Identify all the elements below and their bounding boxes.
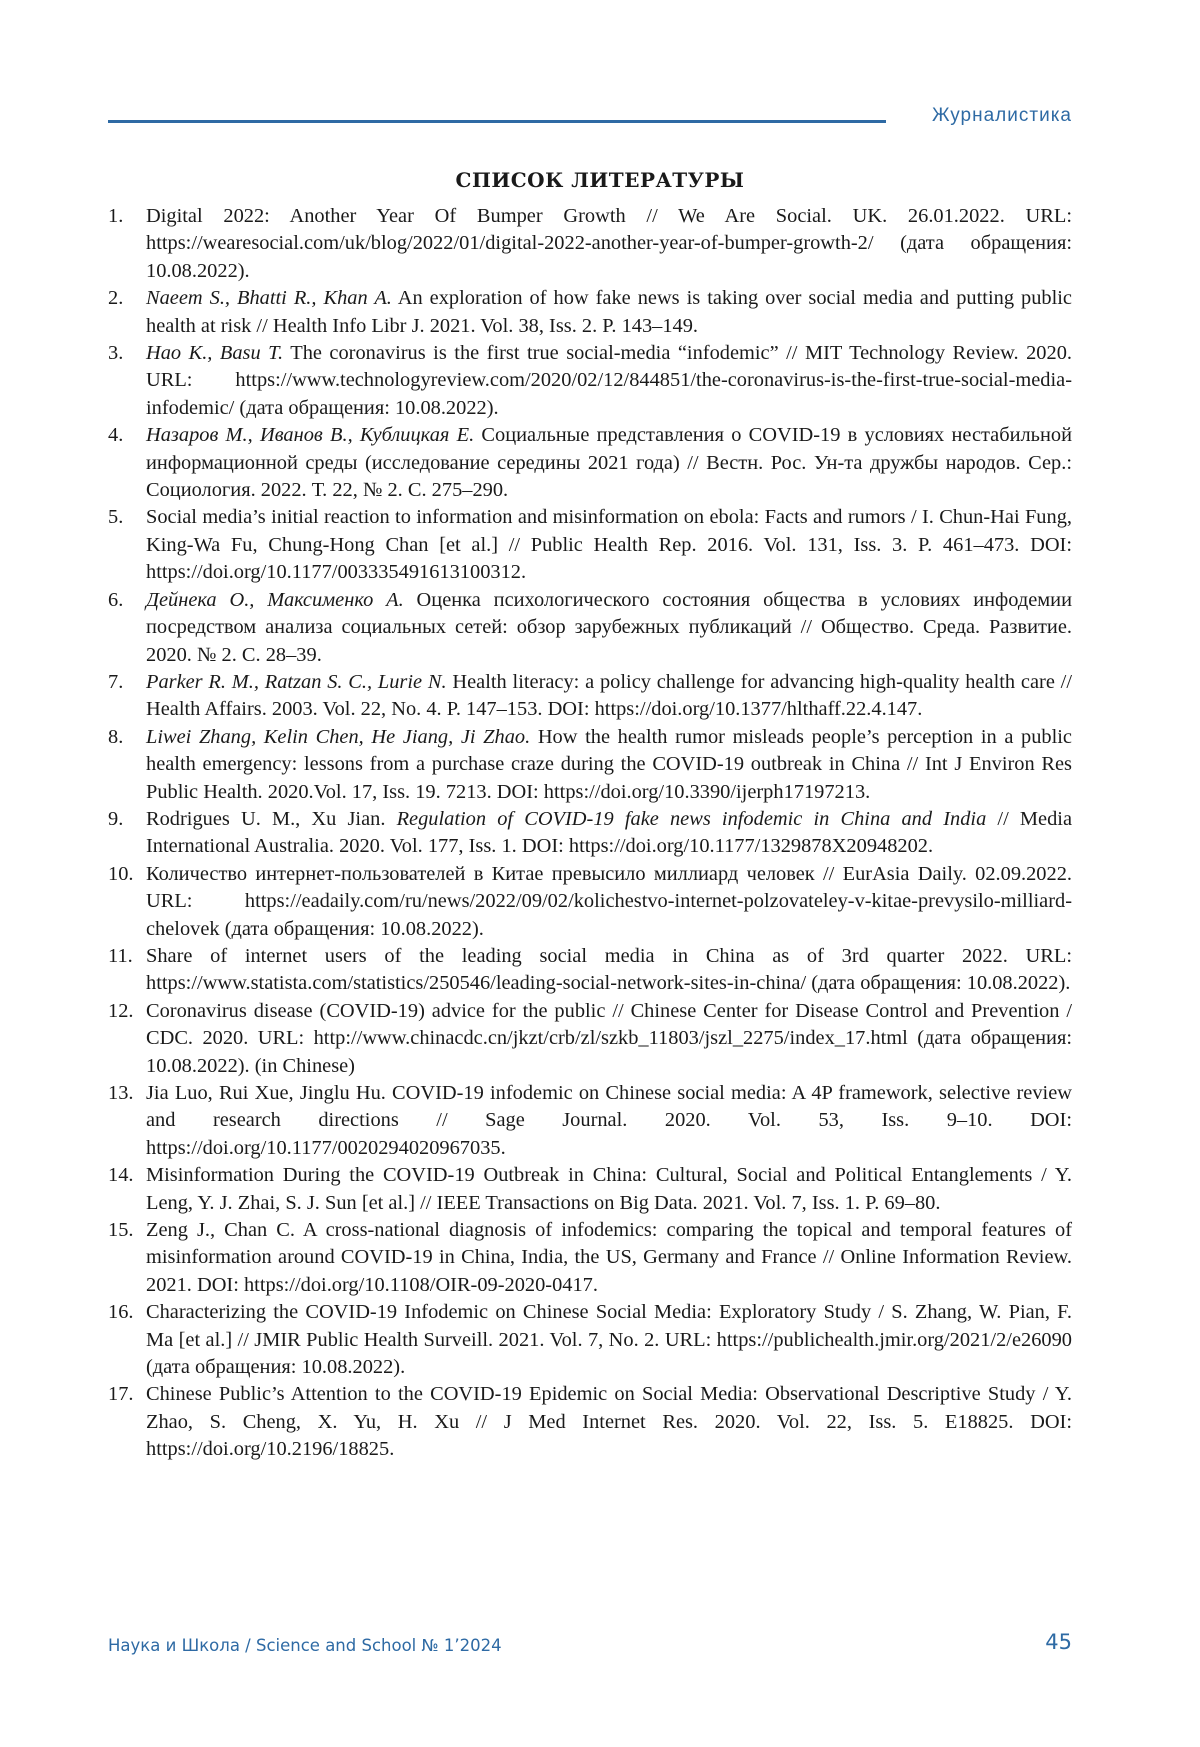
reference-item: [108, 806, 1072, 861]
reference-text: How the health rumor misleads people’s perception in a public health emergency: lessons from a purchase craze during the COVID-19 outbreak in China // Int J Environ Res Public Health. 2020.Vol. 17, Iss. 19. 7213. DOI: https://doi.org/10.3390/ijerph17197213.: [146, 725, 1072, 803]
reference-number: 5.: [108, 506, 124, 529]
reference-authors: Naeem S., Bhatti R., Khan A.: [146, 287, 392, 310]
reference-item: [108, 285, 1072, 340]
reference-item: [108, 1080, 1072, 1162]
reference-number: 9.: [108, 807, 124, 830]
reference-text: The coronavirus is the first true social-media “infodemic” // MIT Technology Review. 2020. URL: https://www.technologyreview.com/2020/02/12/844851/the-coronavirus-is-the-first-true-social-media-infodemic/ (дата обращения: 10.08.2022).: [146, 342, 1072, 419]
reference-authors: Hao K., Basu T.: [146, 342, 284, 365]
references-list: [108, 203, 1072, 1464]
reference-item: [108, 861, 1072, 943]
reference-text: Jia Luo, Rui Xue, Jinglu Hu. COVID-19 infodemic on Chinese social media: A 4P framework, selective review and research directions // Sage Journal. 2020. Vol. 53, Iss. 9–10. DOI: https://doi.org/10.1177/0020294020967035.: [146, 1082, 1072, 1159]
reference-text: Digital 2022: Another Year Of Bumper Growth // We Are Social. UK. 26.01.2022. URL: https://wearesocial.com/uk/blog/2022/01/digital-2022-another-year-of-bumper-growth-2/ (дата обращения: 10.08.2022).: [146, 205, 1072, 282]
reference-number: 10.: [108, 862, 134, 885]
reference-text: Coronavirus disease (COVID-19) advice for the public // Chinese Center for Disease Control and Prevention / CDC. 2020. URL: http://www.chinacdc.cn/jkzt/crb/zl/szkb_11803/jszl_2275/index_17.html (дата обращения: 10.08.2022). (in Chinese): [146, 999, 1072, 1077]
reference-item: [108, 1299, 1072, 1381]
reference-text: Социальные представления о COVID-19 в условиях нестабильной информационной среды (исследование середины 2021 года) // Вестн. Рос. Ун-та дружбы народов. Сер.: Социология. 2022. Т. 22, № 2. С. 275–290.: [146, 424, 1072, 502]
reference-item: [108, 504, 1072, 586]
reference-authors: Дейнека О., Максименко А.: [146, 588, 404, 611]
reference-number: 4.: [108, 424, 124, 447]
reference-item: [108, 340, 1072, 422]
reference-item: [108, 203, 1072, 285]
reference-number: 11.: [108, 944, 133, 967]
reference-number: 1.: [108, 205, 124, 227]
reference-authors: Назаров М., Иванов В., Кублицкая Е.: [146, 424, 475, 447]
reference-text: Social media’s initial reaction to information and misinformation on ebola: Facts and rumors / I. Chun-Hai Fung, King-Wa Fu, Chung-Hong Chan [et al.] // Public Health Rep. 2016. Vol. 131, Iss. 3. P. 461–473. DOI: https://doi.org/10.1177/003335491613100312.: [146, 506, 1072, 584]
journal-footer: Наука и Школа / Science and School № 1’2024: [108, 1636, 502, 1655]
reference-item: [108, 724, 1072, 806]
reference-text: Misinformation During the COVID-19 Outbreak in China: Cultural, Social and Political Entanglements / Y. Leng, Y. J. Zhai, S. J. Sun [et al.] // IEEE Transactions on Big Data. 2021. Vol. 7, Iss. 1. P. 69–80.: [146, 1164, 1072, 1214]
reference-text: An exploration of how fake news is taking over social media and putting public health at risk // Health Info Libr J. 2021. Vol. 38, Iss. 2. P. 143–149.: [146, 287, 1072, 337]
reference-number: 7.: [108, 670, 124, 693]
reference-item: [108, 998, 1072, 1080]
reference-text: Health literacy: a policy challenge for advancing high-quality health care // Health Affairs. 2003. Vol. 22, No. 4. P. 147–153. DOI: https://doi.org/10.1377/hlthaff.22.4.147.: [146, 670, 1072, 721]
reference-number: 12.: [108, 999, 134, 1022]
reference-text: Zeng J., Chan C. A cross-national diagnosis of infodemics: comparing the topical and temporal features of misinformation around COVID-19 in China, India, the US, Germany and France // Online Information Review. 2021. DOI: https://doi.org/10.1108/OIR-09-2020-0417.: [146, 1219, 1072, 1296]
reference-number: 14.: [108, 1164, 134, 1187]
header-rule: [108, 120, 886, 123]
reference-text: Characterizing the COVID-19 Infodemic on Chinese Social Media: Exploratory Study / S. Zhang, W. Pian, F. Ma [et al.] // JMIR Public Health Surveill. 2021. Vol. 7, No. 2. URL: https://publichealth.jmir.org/2021/2/e26090 (дата обращения: 10.08.2022).: [146, 1301, 1072, 1379]
reference-item: [108, 669, 1072, 724]
reference-number: 2.: [108, 287, 124, 310]
reference-number: 17.: [108, 1383, 134, 1406]
reference-number: 15.: [108, 1219, 134, 1242]
reference-number: 3.: [108, 342, 124, 365]
reference-item: [108, 943, 1072, 998]
reference-number: 13.: [108, 1082, 134, 1104]
reference-item: [108, 587, 1072, 669]
reference-text: // Media International Australia. 2020. Vol. 177, Iss. 1. DOI: https://doi.org/10.1177/1329878X20948202.: [146, 807, 1072, 858]
reference-title: Regulation of COVID-19 fake news infodemic in China and India: [396, 807, 987, 830]
reference-item: [108, 1217, 1072, 1299]
section-title: Журналистика: [931, 105, 1072, 126]
reference-text: Chinese Public’s Attention to the COVID-19 Epidemic on Social Media: Observational Descriptive Study / Y. Zhao, S. Cheng, X. Yu, H. Xu // J Med Internet Res. 2020. Vol. 22, Iss. 5. E18825. DOI: https://doi.org/10.2196/18825.: [146, 1383, 1072, 1461]
reference-text: Оценка психологического состояния общества в условиях инфодемии посредством анализа социальных сетей: обзор зарубежных публикаций // Общество. Среда. Развитие. 2020. № 2. С. 28–39.: [146, 588, 1072, 666]
references-heading: СПИСОК ЛИТЕРАТУРЫ: [455, 168, 745, 192]
reference-authors: Liwei Zhang, Kelin Chen, He Jiang, Ji Zhao.: [146, 725, 531, 748]
reference-authors: Rodrigues U. M., Xu Jian.: [146, 807, 397, 830]
reference-authors: Parker R. M., Ratzan S. C., Lurie N.: [146, 670, 447, 693]
page-number: 45: [1045, 1630, 1072, 1654]
reference-item: [108, 422, 1072, 504]
reference-number: 8.: [108, 725, 124, 748]
reference-item: [108, 1162, 1072, 1217]
running-header: [108, 105, 1072, 129]
reference-text: Количество интернет-пользователей в Китае превысило миллиард человек // EurAsia Daily. 02.09.2022. URL: https://eadaily.com/ru/news/2022/09/02/kolichestvo-internet-polzovateley-v-kitae-prevysilo-milliard-chelovek (дата обращения: 10.08.2022).: [146, 862, 1072, 940]
reference-text: Share of internet users of the leading social media in China as of 3rd quarter 2022. URL: https://www.statista.com/statistics/250546/leading-social-network-sites-in-china/ (дата обращения: 10.08.2022).: [146, 944, 1072, 995]
reference-number: 6.: [108, 588, 124, 611]
reference-number: 16.: [108, 1301, 134, 1324]
reference-item: [108, 1381, 1072, 1463]
